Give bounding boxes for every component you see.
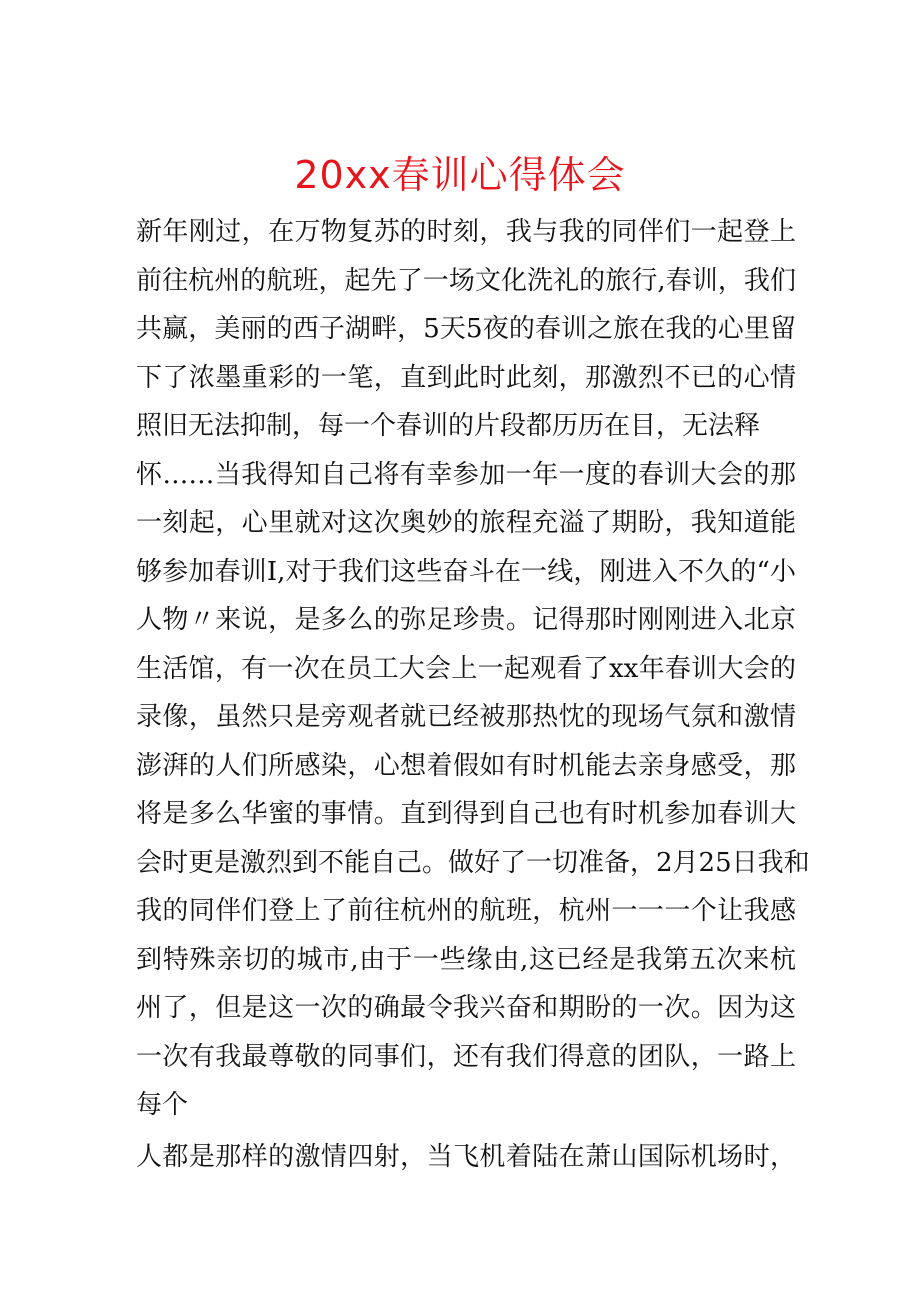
body-line: 录像，虽然只是旁观者就已经被那热忱的现场气氛和激情 [136, 702, 796, 732]
body-line: 到特殊亲切的城市,由于一些缘由,这已经是我第五次来杭 [136, 945, 796, 975]
body-line: 够参加春训I,对于我们这些奋斗在一线，刚进入不久的“小 [136, 557, 796, 587]
body-line: 共赢，美丽的西子湖畔，5天5夜的春训之旅在我的心里留 [136, 314, 796, 344]
body-line: 我的同伴们登上了前往杭州的航班，杭州一一一个让我感 [136, 896, 796, 926]
body-line: 州了，但是这一次的确最令我兴奋和期盼的一次。因为这 [136, 993, 796, 1023]
body-line: 人都是那样的激情四射，当飞机着陆在萧山国际机场时， [136, 1142, 796, 1172]
body-line: 会时更是激烈到不能自己。做好了一切准备，2月25日我和 [136, 848, 810, 878]
body-line: 澎湃的人们所感染，心想着假如有时机能去亲身感受，那 [136, 751, 796, 781]
body-line: 一刻起，心里就对这次奥妙的旅程充溢了期盼，我知道能 [136, 508, 796, 538]
body-line: 新年刚过，在万物复苏的时刻，我与我的同伴们一起登上 [136, 217, 796, 247]
body-line: 人物〃来说，是多么的弥足珍贵。记得那时刚刚进入北京 [136, 605, 796, 635]
body-line: 下了浓墨重彩的一笔，直到此时此刻，那激烈不已的心情 [136, 363, 796, 393]
body-line: 一次有我最尊敬的同事们，还有我们得意的团队，一路上 [136, 1042, 796, 1072]
body-line: 生活馆，有一次在员工大会上一起观看了xx年春训大会的 [136, 654, 796, 684]
document-title: 20xx春训心得体会 [294, 153, 626, 197]
body-line: 前往杭州的航班，起先了一场文化洗礼的旅行,春训，我们 [136, 266, 796, 296]
body-line: 将是多么华蜜的事情。直到得到自己也有时机参加春训大 [136, 799, 796, 829]
body-line: 每个 [136, 1090, 189, 1120]
body-line: 照旧无法抑制，每一个春训的片段都历历在目，无法释 [136, 411, 761, 441]
body-line: 怀……当我得知自己将有幸参加一年一度的春训大会的那 [136, 460, 796, 490]
